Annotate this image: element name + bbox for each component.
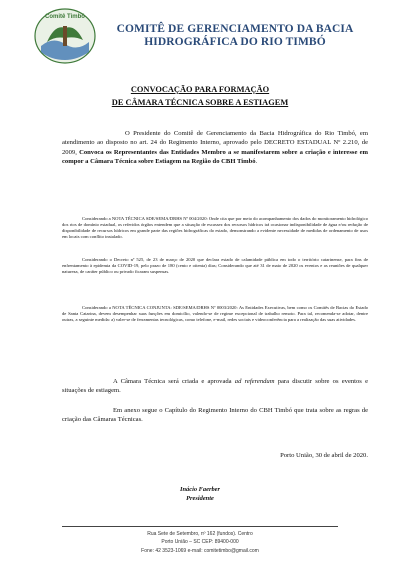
camara-italic-term: ad referendum [234, 378, 275, 385]
footer-address: Rua Sete de Setembro, nº 162 (fundos). Centro [147, 531, 253, 537]
intro-bold-text: Convoca os Representantes das Entidades Membro a se manifestarem sobre a criação e interesse em compor a Câmara Técnica sobre Estiagem na Região do CBH Timbó [62, 148, 369, 166]
committee-name [104, 23, 366, 48]
footer-divider [62, 526, 338, 527]
convocation-title-line1: CONVOCAÇÃO PARA FORMAÇÃO [130, 85, 270, 94]
committee-name-line1: COMITÊ DE GERENCIAMENTO DA BACIA [116, 23, 354, 35]
consideration-paragraph-2: Considerando o Decreto nº 525, de 23 de março de 2020 que declara estado de calamidade pública em todo o território catarinense, para fins de enfrentamento à epidemia da COVID-19, pelo prazo de 180 (cento e oitenta) dias; Considerando que até 31 de maio de 2020 os eventos e as reuniões de qualquer natureza, de caráter público ou privado ficaram suspensas. [62, 257, 368, 274]
svg-text:Comitê Timbó: Comitê Timbó [45, 14, 85, 20]
camara-text-before: A Câmara Técnica será criada e aprovada [113, 378, 235, 385]
signature-name: Inácio Faerber [180, 486, 220, 493]
footer-city: Porto União – SC CEP: 89400-000 [161, 539, 239, 545]
committee-logo [33, 6, 97, 64]
camara-paragraph [62, 377, 368, 396]
intro-paragraph [62, 129, 368, 167]
consideration-paragraph-3: Considerando a NOTA TÉCNICA CONJUNTA: SDE/SEMA/DRHS Nº 0003/2020: As Entidades Executivas, bem como os Comitês de Bacias do Estado de Santa Catarina, devem desempenhar suas funções em domicílio, valendo-se de regime excepcional de trabalho remoto. Para tal, recomenda-se adotar, dentre outras, a seguinte medida: a) valer-se de ferramentas tecnológicas, como telefone, e-mail, redes sociais e videoconferência para a realização das suas atividades. [62, 305, 368, 322]
consideration-paragraph-1: Considerando a NOTA TÉCNICA SDE/SEMA/DRHS Nº 004/2020: Onde cita que por meio do acompanhamento dos dados do monitoramento hidrológico dos rios de domínio estadual, os referidos órgãos entendem que a situação de escassez dos recursos hídricos irá ocasionar indisponibilidade de água e/ou redução de disponibilidade de recursos hídricos em grande parte das regiões hidrográficas do estado, demonstrando a evidente necessidade de medidas de ordenamento de usos em locais com conflito instalado. [62, 216, 369, 239]
signature-role: Presidente [186, 495, 214, 502]
date-line: Porto União, 30 de abril de 2020. [280, 452, 368, 459]
anexo-paragraph: Em anexo segue o Capítulo do Regimento Interno do CBH Timbó que trata sobre as regras de criação das Câmaras Técnicas. [62, 407, 368, 424]
footer-contact: Fone: 42 3523-1069 e-mail: comitetimbo@gmail.com [141, 548, 259, 554]
camara-text-after: para discutir sobre os eventos e situações de estiagem. [62, 378, 368, 395]
intro-text: O Presidente do Comitê de Gerenciamento da Bacia Hidrográfica do Rio Timbó, em atendimento ao disposto no art. 24 do Regimento Interno, aprovado pelo DECRETO ESTADUAL Nº 2.210, de 2009, [62, 130, 368, 156]
committee-name-line2: HIDROGRÁFICA DO RIO TIMBÓ [144, 35, 326, 48]
intro-end: . [255, 158, 258, 166]
convocation-title-line2: DE CÂMARA TÉCNICA SOBRE A ESTIAGEM [111, 98, 289, 107]
